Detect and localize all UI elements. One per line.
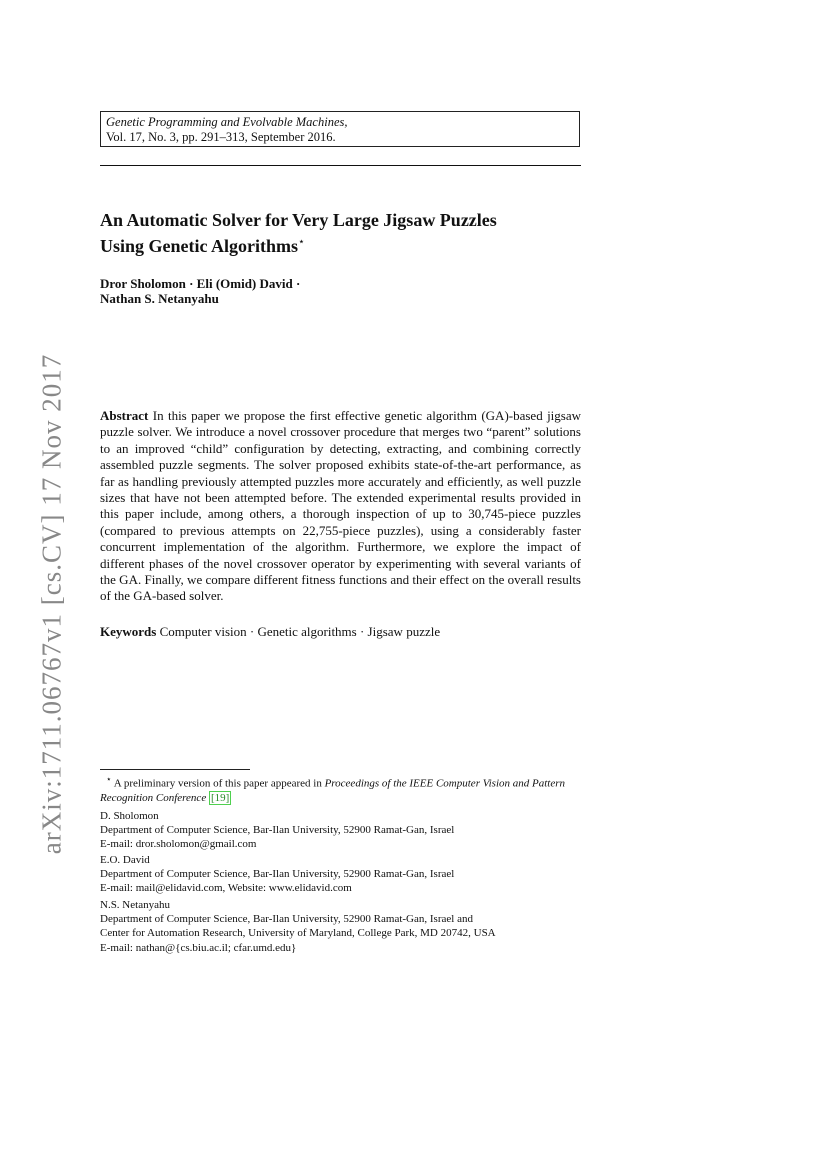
keywords — [100, 624, 581, 640]
affiliation-line: Department of Computer Science, Bar-Ilan University, 52900 Ramat-Gan, Israel and — [100, 913, 473, 926]
title-line-2: Using Genetic Algorithms — [100, 236, 298, 256]
keywords-text: Computer vision · Genetic algorithms · Jigsaw puzzle — [159, 624, 441, 639]
paper-title — [100, 209, 620, 257]
affiliation-david — [100, 853, 581, 896]
author-list — [100, 276, 580, 306]
affiliation-line: Department of Computer Science, Bar-Ilan University, 52900 Ramat-Gan, Israel — [100, 824, 455, 837]
header-rule — [100, 165, 581, 166]
affiliation-netanyahu — [100, 898, 581, 955]
affiliation-name: N.S. Netanyahu — [100, 899, 170, 911]
affiliation-name: D. Sholomon — [100, 810, 159, 822]
affiliation-email: E-mail: dror.sholomon@gmail.com — [100, 838, 257, 851]
affiliation-name: E.O. David — [100, 854, 150, 866]
abstract-text: In this paper we propose the first effective genetic algorithm (GA)-based jigsaw puzzle solver. We introduce a novel crossover procedure that merges two “parent” solutions to an improved “child” configuration by detecting, extracting, and combining correctly assembled puzzle segments. The solver proposed exhibits state-of-the-art performance, as far as handling previously attempted puzzles more accurately and efficiently, as well puzzle sizes that have not been attempted before. The extended experimental results provided in this paper include, among others, a thorough inspection of up to 30,745-piece puzzles (compared to previous attempts on 22,755-piece puzzles), using a considerably faster concurrent implementation of the algorithm. Furthermore, we explore the impact of different phases of the novel crossover operator by experimenting with several variants of the GA. Finally, we compare different fitness functions and their effect on the overall results of the GA-based solver. — [100, 408, 582, 604]
keywords-label: Keywords — [100, 624, 157, 639]
abstract — [100, 408, 581, 605]
footnote-rule — [100, 769, 250, 770]
footnote-mark: ⋆ — [106, 774, 112, 784]
authors-line-1: Dror Sholomon · Eli (Omid) David · — [100, 276, 301, 291]
footnote-text: A preliminary version of this paper appeared in — [113, 777, 325, 790]
arxiv-identifier-stamp: arXiv:1711.06767v1 [cs.CV] 17 Nov 2017 — [36, 353, 67, 855]
title-footnote-mark: ⋆ — [298, 236, 305, 248]
affiliation-email: E-mail: nathan@{cs.biu.ac.il; cfar.umd.edu} — [100, 941, 297, 954]
journal-reference-box — [100, 111, 580, 147]
affiliation-email: E-mail: mail@elidavid.com, Website: www.elidavid.com — [100, 882, 352, 895]
authors-line-2: Nathan S. Netanyahu — [100, 291, 219, 306]
affiliation-sholomon — [100, 809, 581, 852]
affiliation-line: Center for Automation Research, University of Maryland, College Park, MD 20742, USA — [100, 927, 496, 940]
footnote — [100, 772, 581, 805]
journal-details: Vol. 17, No. 3, pp. 291–313, September 2016. — [106, 130, 336, 144]
citation-link-19[interactable]: [19] — [210, 791, 230, 804]
title-line-1: An Automatic Solver for Very Large Jigsaw Puzzles — [100, 210, 497, 230]
affiliation-line: Department of Computer Science, Bar-Ilan University, 52900 Ramat-Gan, Israel — [100, 868, 455, 881]
footnote-venue: Proceedings of the IEEE Computer Vision and Pattern Recognition Conference — [100, 777, 566, 804]
abstract-label: Abstract — [100, 408, 149, 423]
journal-name: Genetic Programming and Evolvable Machines, — [106, 115, 348, 129]
